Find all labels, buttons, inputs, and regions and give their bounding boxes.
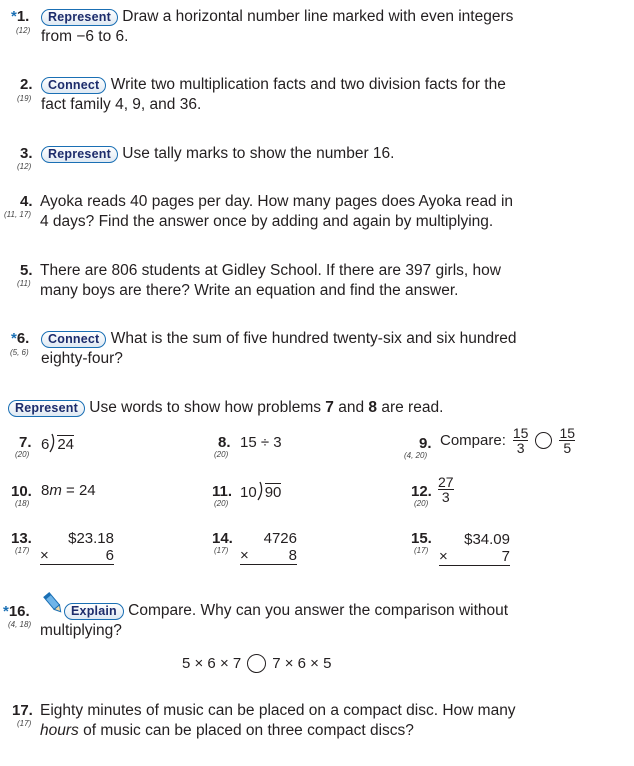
lesson-reference: (20) bbox=[214, 450, 229, 459]
fraction-left: $\frac{15}{3}$ bbox=[512, 425, 529, 456]
divisor: 6 bbox=[41, 436, 50, 453]
lesson-reference: (12) bbox=[17, 162, 32, 171]
dividend: 24 bbox=[57, 436, 75, 453]
problem-number: 9. bbox=[419, 435, 432, 452]
problem-number: 13. bbox=[11, 530, 32, 547]
lesson-reference: (17) bbox=[15, 546, 30, 555]
vertical-multiplication: 4726 × 8 bbox=[240, 530, 297, 564]
problem-number: 3. bbox=[20, 145, 33, 162]
problem-text: Eighty minutes of music can be placed on a compact disc. How many hours of music can be placed on three compact discs? bbox=[40, 702, 516, 739]
lesson-reference: (5, 6) bbox=[10, 348, 29, 357]
vertical-multiplication: $34.09 × 7 bbox=[439, 531, 510, 565]
problem-text: Ayoka reads 40 pages per day. How many pages does Ayoka read in 4 days? Find the answer once by adding and again by multiplying. bbox=[40, 193, 514, 230]
product-comparison bbox=[182, 654, 331, 673]
lesson-reference: (20) bbox=[414, 499, 429, 508]
starred-marker: * bbox=[11, 8, 17, 25]
lesson-reference: (20) bbox=[15, 450, 30, 459]
left-product: 5 × 6 × 7 bbox=[182, 655, 242, 672]
problem-text: Connect What is the sum of five hundred twenty-six and six hundred eighty-four? bbox=[41, 330, 517, 367]
represent-instruction: Represent Use words to show how problems 7 and 8 are read. bbox=[8, 398, 608, 418]
represent-tag: Represent bbox=[41, 146, 118, 163]
problem-number: 12. bbox=[411, 483, 432, 500]
problem-6 bbox=[11, 330, 29, 348]
problem-number: 16. bbox=[8, 603, 30, 620]
problem-text: There are 806 students at Gidley School. If there are 397 girls, how many boys are there? Write an equation and find the answer. bbox=[40, 262, 501, 299]
equation: 8m = 24 bbox=[41, 482, 96, 499]
right-product: 7 × 6 × 5 bbox=[272, 655, 332, 672]
problem-text: Explain Compare. Why can you answer the comparison without multiplying? bbox=[40, 602, 509, 639]
problem-number: 1. bbox=[16, 8, 30, 25]
problem-number: 5. bbox=[20, 262, 33, 279]
starred-marker: * bbox=[11, 330, 17, 347]
problem-number: 6. bbox=[16, 330, 30, 347]
compare-label: Compare: bbox=[440, 432, 506, 449]
explain-tag: Explain bbox=[64, 603, 124, 620]
problem-text: Represent Draw a horizontal number line marked with even integers from −6 to 6. bbox=[41, 8, 514, 45]
fraction-right: $\frac{15}{5}$ bbox=[559, 425, 576, 456]
lesson-reference: (11, 17) bbox=[4, 210, 31, 219]
fraction: $\frac{27}{3}$ bbox=[438, 474, 454, 505]
problem-number: 14. bbox=[212, 530, 233, 547]
problem-1 bbox=[11, 8, 29, 26]
problem-number: 4. bbox=[20, 193, 33, 210]
problem-text: Represent Use tally marks to show the number 16. bbox=[41, 144, 626, 164]
problem-number: 2. bbox=[20, 76, 33, 93]
division-bracket-icon bbox=[257, 481, 265, 501]
represent-tag: Represent bbox=[8, 400, 85, 417]
lesson-reference: (17) bbox=[17, 719, 32, 728]
problem-number: 10. bbox=[11, 483, 32, 500]
represent-tag: Represent bbox=[41, 9, 118, 26]
lesson-reference: (19) bbox=[17, 94, 32, 103]
connect-tag: Connect bbox=[41, 77, 106, 94]
long-division bbox=[41, 433, 74, 453]
lesson-reference: (12) bbox=[16, 26, 31, 35]
dividend: 90 bbox=[264, 484, 282, 501]
problem-text: Connect Write two multiplication facts and two division facts for the fact family 4, 9, and 36. bbox=[41, 76, 506, 113]
division-bracket-icon bbox=[49, 433, 57, 453]
lesson-reference: (11) bbox=[17, 279, 31, 288]
comparison-circle[interactable] bbox=[535, 432, 552, 449]
division-expression: 15 ÷ 3 bbox=[240, 434, 282, 451]
lesson-reference: (20) bbox=[214, 499, 229, 508]
starred-marker: * bbox=[3, 603, 9, 620]
comparison-circle[interactable] bbox=[247, 654, 266, 673]
vertical-multiplication: $23.18 × 6 bbox=[40, 530, 114, 564]
lesson-reference: (17) bbox=[214, 546, 229, 555]
lesson-reference: (4, 18) bbox=[8, 620, 32, 629]
connect-tag: Connect bbox=[41, 331, 106, 348]
long-division bbox=[240, 481, 281, 501]
problem-number: 8. bbox=[218, 434, 231, 451]
lesson-reference: (18) bbox=[15, 499, 30, 508]
problem-16 bbox=[3, 603, 30, 621]
problem-number: 7. bbox=[19, 434, 32, 451]
problem-number: 15. bbox=[411, 530, 432, 547]
fraction-comparison bbox=[440, 426, 575, 455]
lesson-reference: (4, 20) bbox=[404, 451, 428, 460]
divisor: 10 bbox=[240, 484, 257, 501]
lesson-reference: (17) bbox=[414, 546, 429, 555]
problem-number: 17. bbox=[12, 702, 33, 719]
problem-number: 11. bbox=[212, 483, 233, 500]
